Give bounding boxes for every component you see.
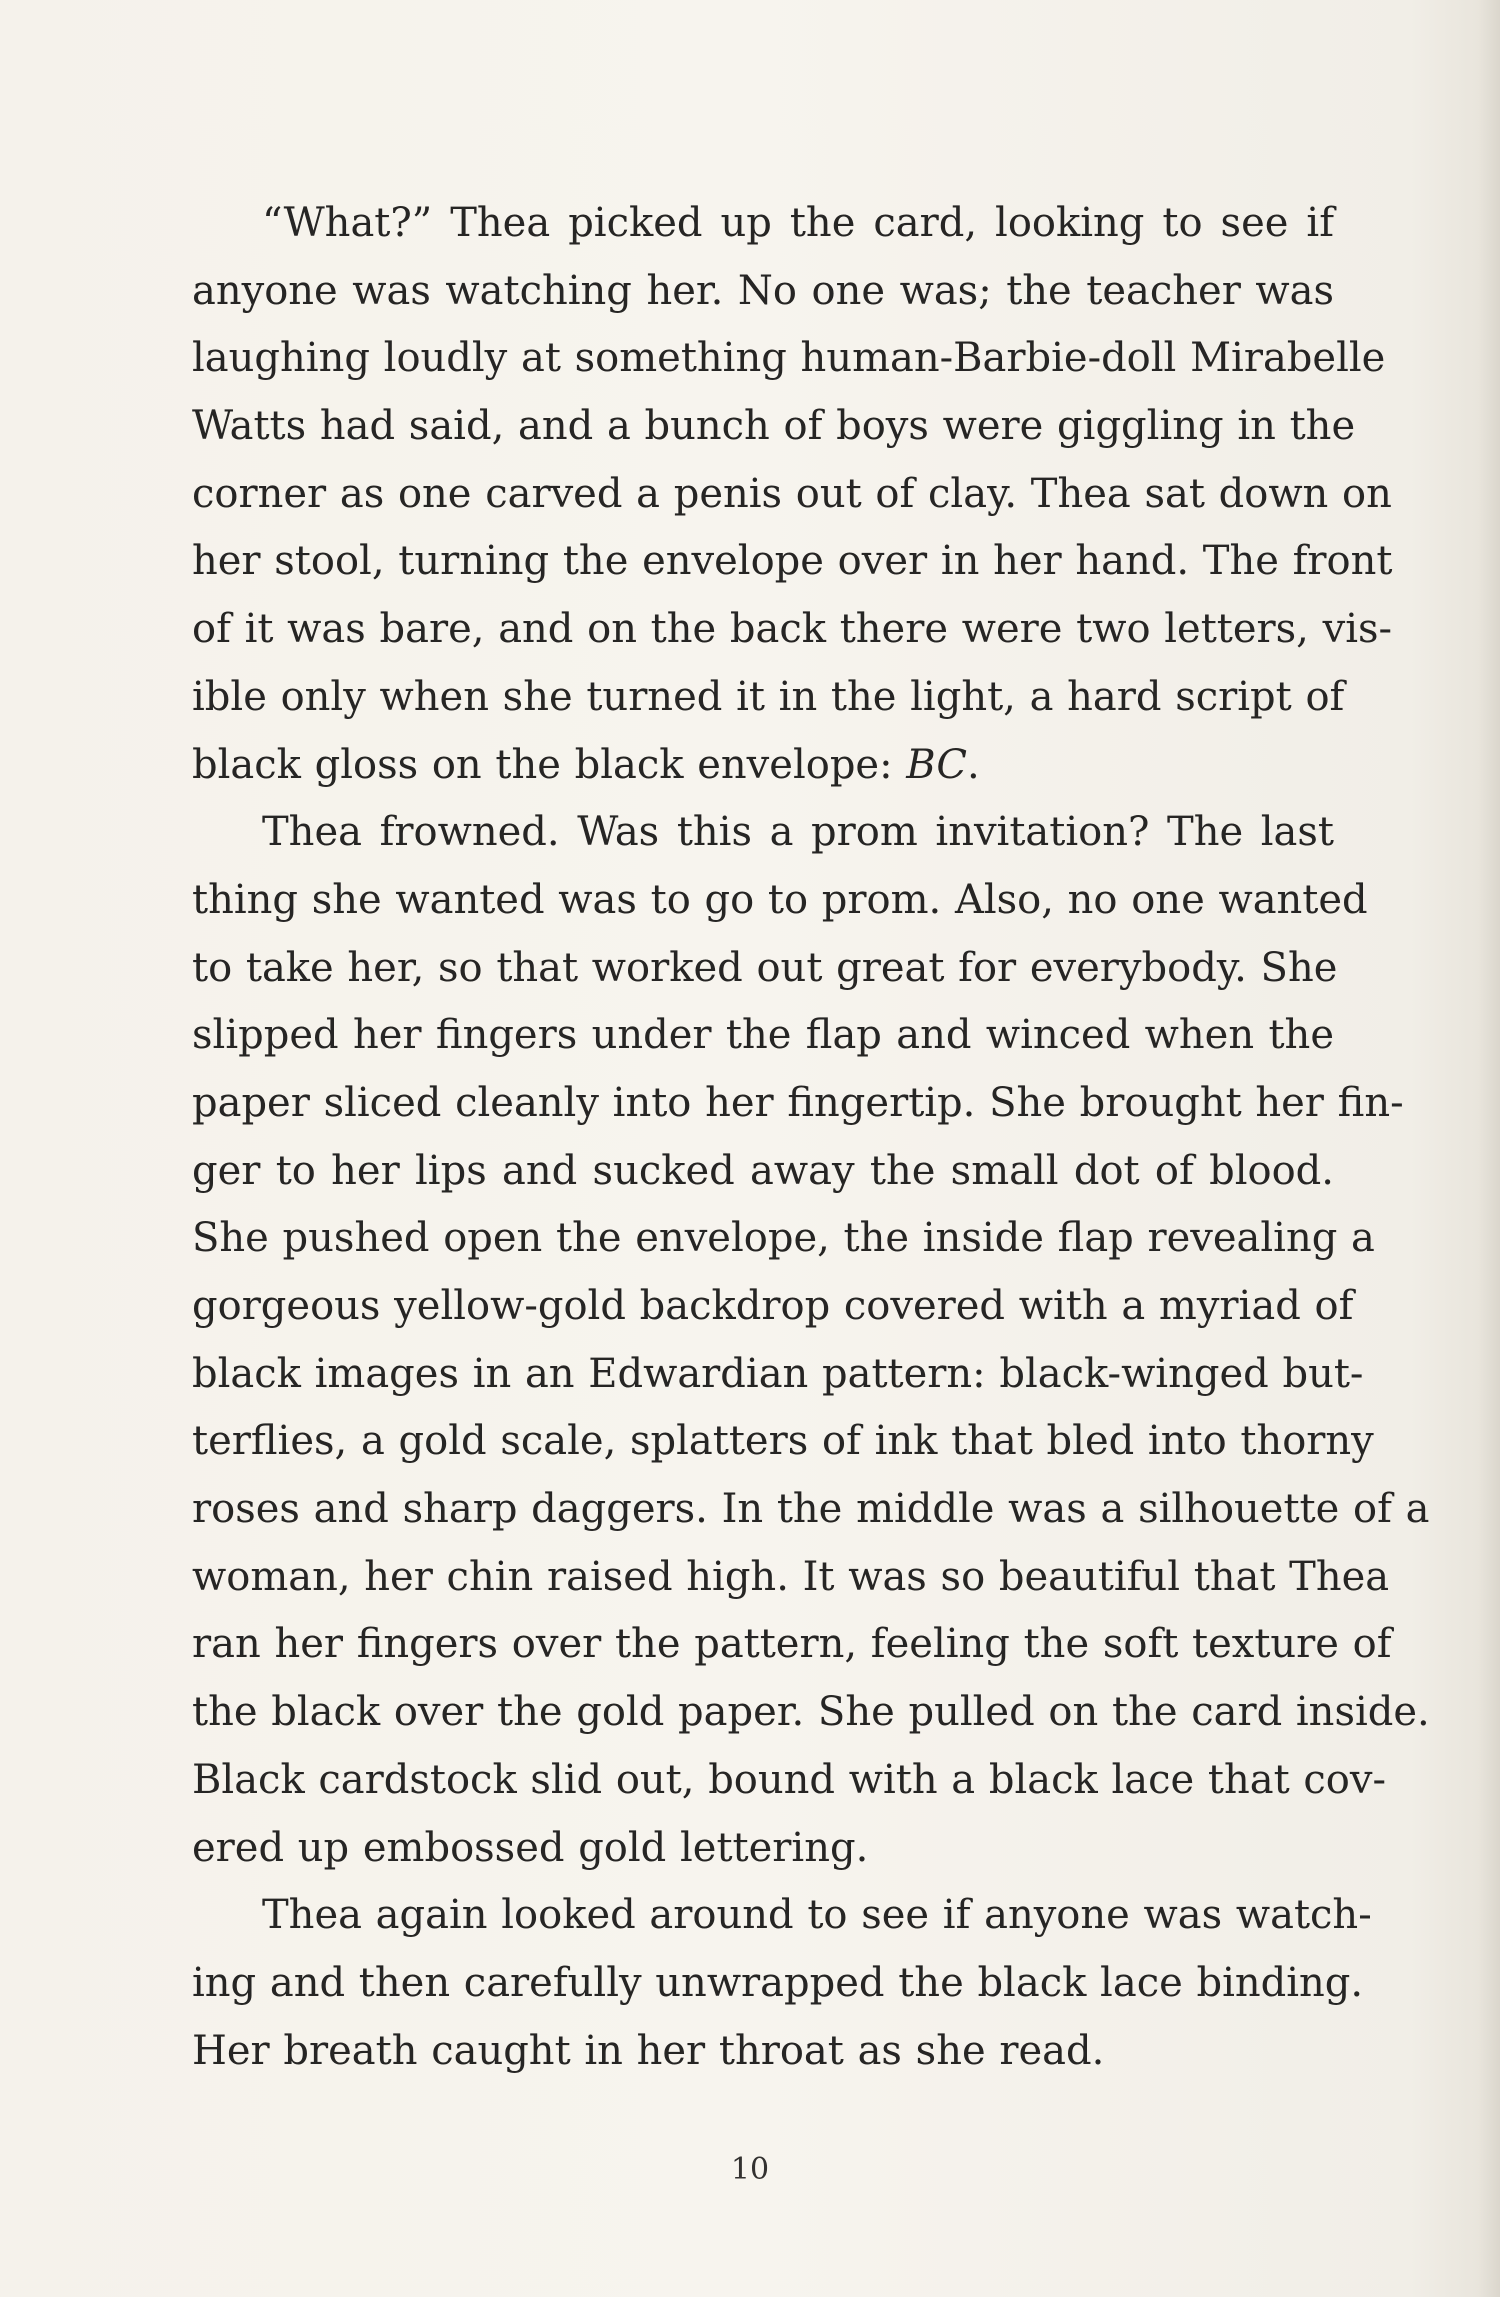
text-line: ran her fingers over the pattern, feeling the soft texture of xyxy=(192,1621,1392,1668)
text-line: Black cardstock slid out, bound with a black lace that cov- xyxy=(192,1756,1386,1803)
paragraph xyxy=(192,1882,1372,2085)
text-line: thing she wanted was to go to prom. Also, no one wanted xyxy=(192,876,1368,923)
initials-text: BC xyxy=(906,741,968,788)
text-line: Thea frowned. Was this a prom invitation? The last xyxy=(262,809,1334,856)
text-line: the black over the gold paper. She pulled on the card inside. xyxy=(192,1689,1430,1736)
body-text xyxy=(192,190,1430,2085)
text-line: “What?” Thea picked up the card, looking to see if xyxy=(262,200,1334,246)
page-number: 10 xyxy=(730,2152,770,2187)
text-line: ered up embossed gold lettering. xyxy=(192,1824,869,1871)
text-line: She pushed open the envelope, the inside flap revealing a xyxy=(192,1215,1375,1262)
text-line: of it was bare, and on the back there were two letters, vis- xyxy=(192,606,1393,653)
paragraph xyxy=(192,799,1430,1882)
text-line: ible only when she turned it in the light, a hard script of xyxy=(192,673,1345,720)
paragraph xyxy=(192,190,1393,799)
text-line: to take her, so that worked out great for everybody. She xyxy=(192,944,1338,991)
text-line: ger to her lips and sucked away the small dot of blood. xyxy=(192,1147,1334,1194)
text-line: laughing loudly at something human-Barbie-doll Mirabelle xyxy=(192,335,1386,382)
text-line: Her breath caught in her throat as she read. xyxy=(192,2027,1105,2074)
text-line: roses and sharp daggers. In the middle was a silhouette of a xyxy=(192,1486,1430,1533)
text-line: slipped her fingers under the flap and winced when the xyxy=(192,1012,1334,1059)
text-line: Thea again looked around to see if anyone was watch- xyxy=(262,1892,1372,1939)
text-line: ing and then carefully unwrapped the black lace binding. xyxy=(192,1959,1364,2006)
text-line: gorgeous yellow-gold backdrop covered with a myriad of xyxy=(192,1283,1354,1329)
text-line: black gloss on the black envelope: BC. xyxy=(192,741,980,788)
page-edge-shadow xyxy=(1478,0,1500,2297)
text-line: paper sliced cleanly into her fingertip. She brought her fin- xyxy=(192,1079,1404,1126)
text-line: terflies, a gold scale, splatters of ink that bled into thorny xyxy=(192,1418,1374,1465)
text-line: anyone was watching her. No one was; the teacher was xyxy=(192,267,1334,314)
text-line: her stool, turning the envelope over in her hand. The front xyxy=(192,538,1393,585)
text-line: Watts had said, and a bunch of boys were giggling in the xyxy=(192,403,1356,450)
text-line: black images in an Edwardian pattern: black-winged but- xyxy=(192,1350,1364,1397)
text-line: woman, her chin raised high. It was so beautiful that Thea xyxy=(192,1553,1390,1600)
text-line: corner as one carved a penis out of clay. Thea sat down on xyxy=(192,470,1392,517)
